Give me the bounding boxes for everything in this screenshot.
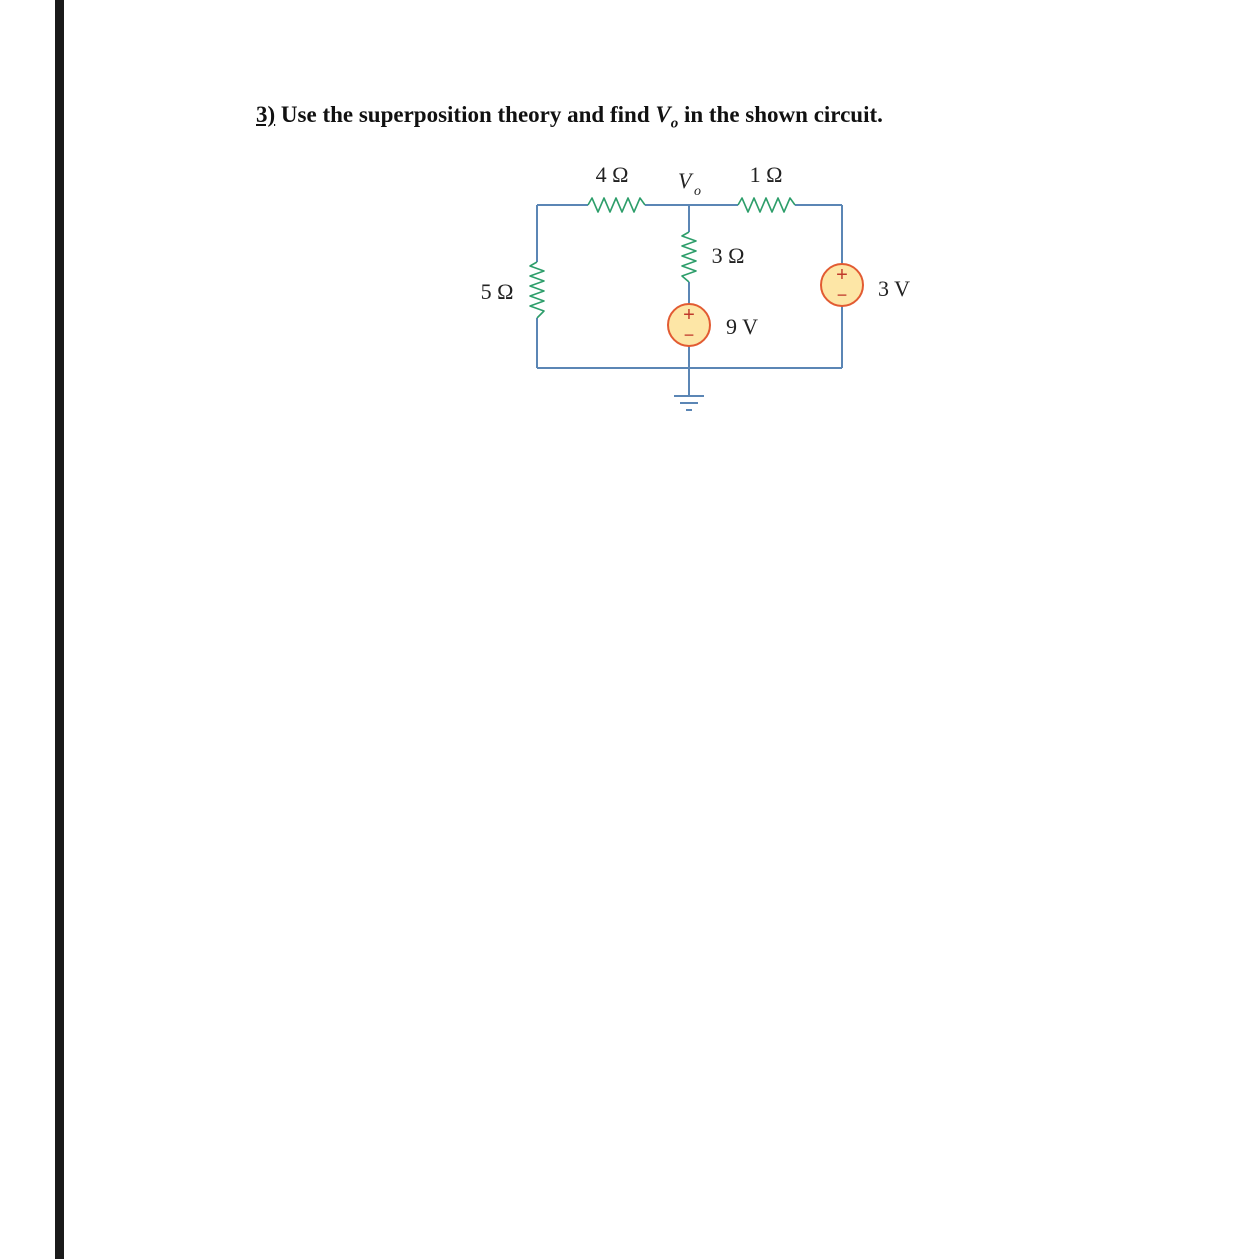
question-text-after: in the shown circuit.	[683, 102, 883, 127]
resistor-3ohm	[682, 232, 696, 282]
label-5ohm: 5 Ω	[480, 279, 514, 304]
label-3ohm: 3 Ω	[711, 243, 745, 268]
question-number: 3)	[256, 102, 276, 127]
svg-text:−: −	[683, 325, 695, 345]
voltage-source-3v	[821, 264, 863, 306]
label-9v: 9 V	[726, 314, 758, 339]
svg-text:+: +	[836, 264, 848, 286]
voltage-source-9v	[668, 304, 710, 346]
svg-text:o: o	[694, 184, 701, 199]
question-text-before: Use the superposition theory and find	[280, 102, 650, 127]
label-3v: 3 V	[878, 276, 910, 301]
question-variable: $V_o$	[655, 102, 679, 132]
label-1ohm: 1 Ω	[749, 162, 783, 187]
ground-icon	[674, 396, 704, 410]
resistor-1ohm	[738, 198, 795, 212]
resistor-4ohm	[588, 198, 645, 212]
resistor-5ohm	[530, 262, 544, 318]
label-4ohm: 4 Ω	[595, 162, 629, 187]
svg-text:+: +	[683, 304, 695, 326]
svg-text:−: −	[836, 285, 848, 305]
label-vo	[678, 168, 701, 199]
svg-text:V: V	[678, 168, 692, 193]
